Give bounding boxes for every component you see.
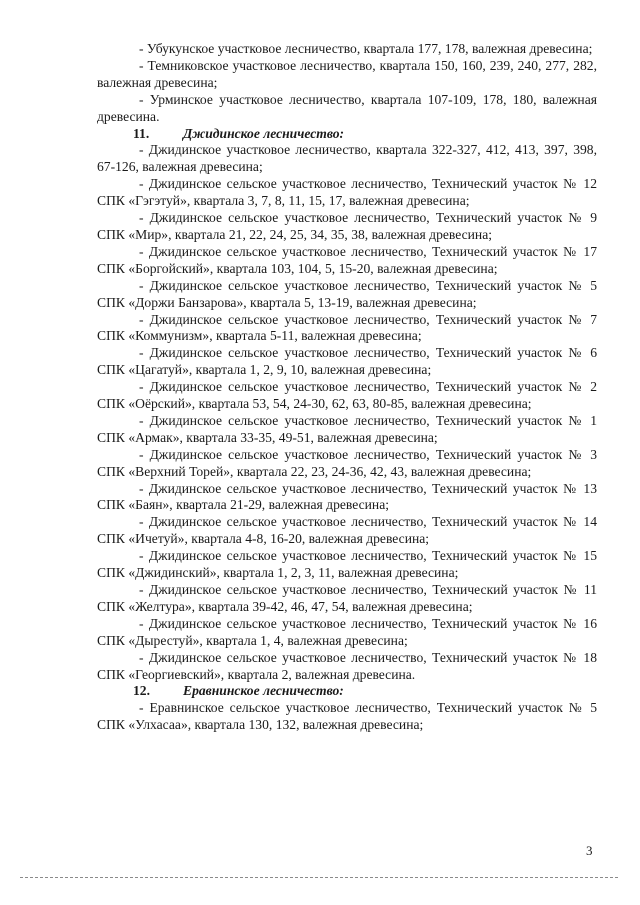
section-title: Джидинское лесничество: — [183, 125, 345, 141]
list-item: - Джидинское сельское участковое лесничество, Технический участок № 16 СПК «Дырестуй», квартала 1, 4, валежная древесина; — [97, 615, 597, 648]
list-item: - Убукунское участковое лесничество, квартала 177, 178, валежная древесина; — [139, 41, 593, 56]
list-item: - Джидинское участковое лесничество, квартала 322-327, 412, 413, 397, 398, 67-126, валежная древесина; — [97, 142, 597, 175]
section-heading — [97, 683, 597, 700]
list-item: - Джидинское сельское участковое лесничество, Технический участок № 3 СПК «Верхний Торей», квартала 22, 23, 24-36, 42, 43, валежная древесина; — [97, 446, 597, 479]
footer-divider — [20, 877, 618, 878]
list-item: - Джидинское сельское участковое лесничество, Технический участок № 2 СПК «Оёрский», квартала 53, 54, 24-30, 62, 63, 80-85, валежная древесина; — [97, 379, 597, 412]
section-number: 12. — [133, 683, 150, 699]
list-item: - Джидинское сельское участковое лесничество, Технический участок № 6 СПК «Цагатуй», квартала 1, 2, 9, 10, валежная древесина; — [97, 345, 597, 378]
list-item: - Еравнинское сельское участковое лесничество, Технический участок № 5 СПК «Улхасаа», квартала 130, 132, валежная древесина; — [97, 700, 597, 733]
list-item: - Темниковское участковое лесничество, квартала 150, 160, 239, 240, 277, 282, валежная древесина; — [97, 57, 597, 90]
list-item: - Джидинское сельское участковое лесничество, Технический участок № 9 СПК «Мир», квартала 21, 22, 24, 25, 34, 35, 38, валежная древесина; — [97, 210, 597, 242]
list-item: - Джидинское сельское участковое лесничество, Технический участок № 15 СПК «Джидинский», квартала 1, 2, 3, 11, валежная древесина; — [97, 548, 597, 581]
list-item: - Джидинское сельское участковое лесничество, Технический участок № 1 СПК «Армак», квартала 33-35, 49-51, валежная древесина; — [97, 412, 597, 445]
list-item: - Джидинское сельское участковое лесничество, Технический участок № 5 СПК «Доржи Банзарова», квартала 5, 13-19, валежная древесина; — [97, 277, 597, 310]
document-body — [97, 41, 597, 734]
page-number: 3 — [586, 843, 593, 858]
list-item: - Джидинское сельское участковое лесничество, Технический участок № 12 СПК «Гэгэтуй», квартала 3, 7, 8, 11, 15, 17, валежная древесина; — [97, 176, 597, 209]
list-item: - Джидинское сельское участковое лесничество, Технический участок № 14 СПК «Ичетуй», квартала 4-8, 16-20, валежная древесина; — [97, 514, 597, 547]
list-item: - Джидинское сельское участковое лесничество, Технический участок № 7 СПК «Коммунизм», квартала 5-11, валежная древесина; — [97, 311, 597, 344]
list-item: - Урминское участковое лесничество, квартала 107-109, 178, 180, валежная древесина. — [97, 91, 597, 124]
list-item: - Джидинское сельское участковое лесничество, Технический участок № 17 СПК «Боргойский», квартала 103, 104, 5, 15-20, валежная древесина; — [97, 243, 597, 276]
list-item: - Джидинское сельское участковое лесничество, Технический участок № 13 СПК «Баян», квартала 21-29, валежная древесина; — [97, 480, 597, 513]
section-title: Еравнинское лесничество: — [183, 683, 344, 699]
section-heading — [97, 126, 597, 143]
list-item: - Джидинское сельское участковое лесничество, Технический участок № 18 СПК «Георгиевский», квартала 2, валежная древесина. — [97, 649, 597, 682]
list-item: - Джидинское сельское участковое лесничество, Технический участок № 11 СПК «Желтура», квартала 39-42, 46, 47, 54, валежная древесина; — [97, 582, 597, 614]
section-number: 11. — [133, 125, 150, 141]
